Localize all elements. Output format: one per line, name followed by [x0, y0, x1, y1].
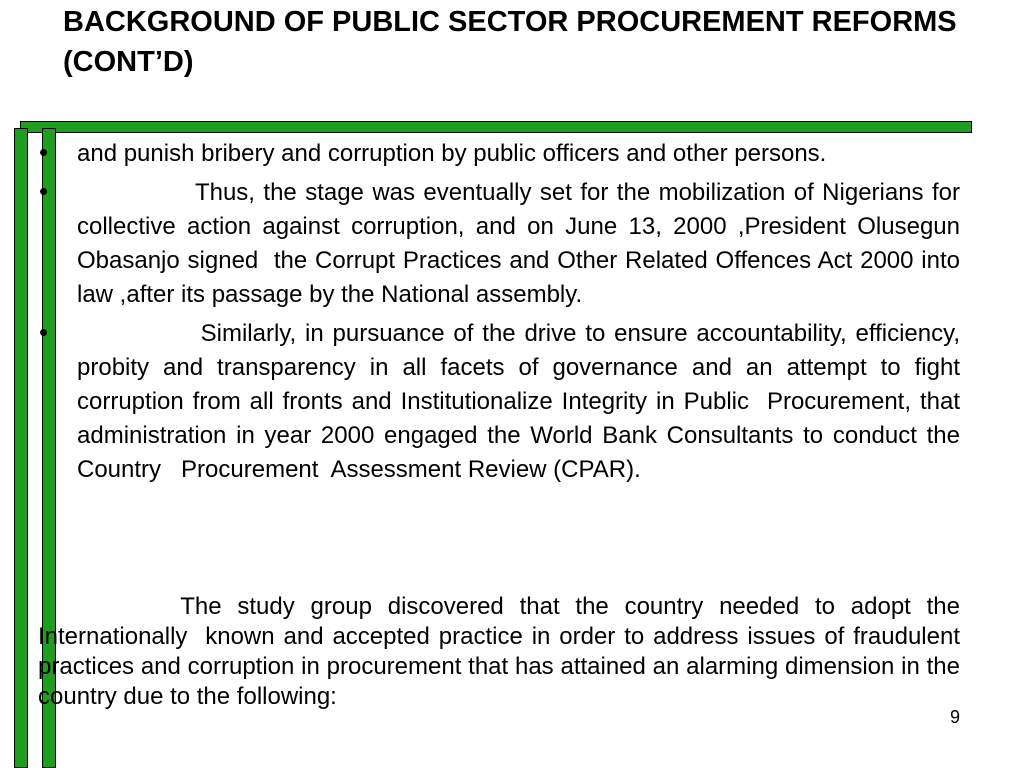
bullet-item-3	[0, 317, 1024, 487]
page-number: 9	[950, 707, 961, 727]
top-green-bar	[20, 121, 972, 133]
slide-title: BACKGROUND OF PUBLIC SECTOR PROCUREMENT REFORMS (CONT’D)	[63, 6, 957, 78]
study-group-paragraph: The study group discovered that the country needed to adopt the Internationally known and accepted practice in order to address issues of fraudulent practices and corruption in procurement that has attained an alarming dimension in the country due to the following:	[38, 593, 994, 710]
bullet-item-1	[0, 137, 1024, 171]
bullet-item-2	[0, 176, 1024, 312]
bullet-marker: •	[39, 317, 49, 347]
bullet-marker: •	[39, 176, 49, 206]
bullet-list	[0, 137, 1024, 492]
bullet-text: and punish bribery and corruption by public officers and other persons.	[77, 140, 827, 167]
bullet-text: Similarly, in pursuance of the drive to ensure accountability, efficiency, probity and transparency in all facets of governance and an attempt to fight corruption from all fronts and Institutionalize Integrity in Public Procurement, that administration in year 2000 engaged the World Bank Consultants to conduct the Country Procurement Assessment Review (CPAR).	[77, 320, 967, 483]
bullet-marker: •	[39, 137, 49, 167]
bullet-text: Thus, the stage was eventually set for the mobilization of Nigerians for collective action against corruption, and on June 13, 2000 ,President Olusegun Obasanjo signed the Corrupt Practices and Other Related Offences Act 2000 into law ,after its passage by the National assembly.	[77, 179, 967, 308]
